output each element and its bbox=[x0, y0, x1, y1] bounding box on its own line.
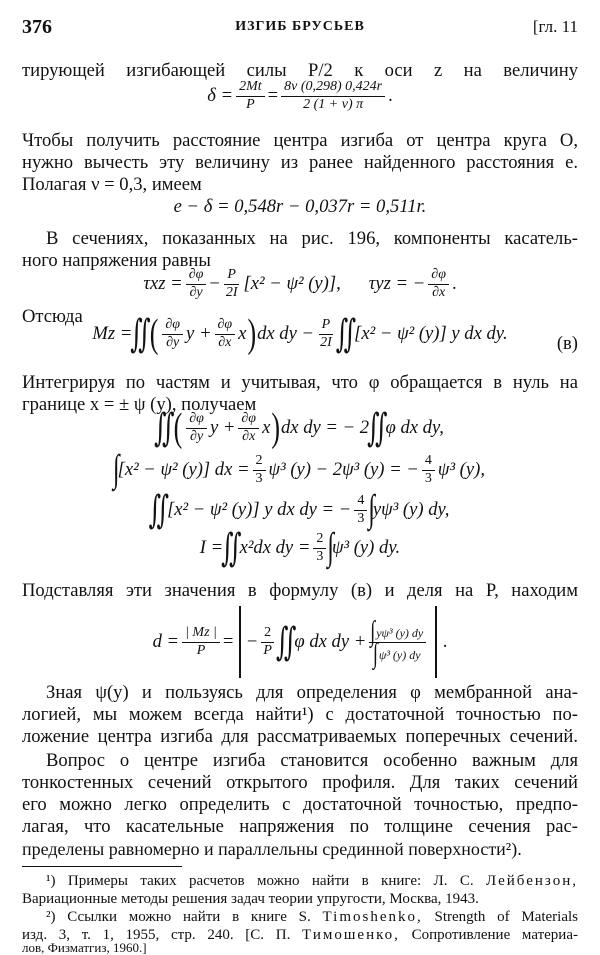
eq-term: δ = bbox=[207, 85, 234, 107]
equation-d: d = $\frac{| Mz |}{P}$ = − $\frac{2}{P}$ ∬ φ dx dy + $\frac{\text{∫ yψ³ (y) dy}}{\text{∫ ψ³ (y) dy}}$ . bbox=[0, 606, 600, 678]
fraction: $\frac{2}{P}$ bbox=[260, 626, 275, 658]
paragraph-line: нужно вычесть эту величину из ранее найденного расстояния e. bbox=[22, 152, 578, 173]
fraction: $\frac{8\nu (0,298) 0,424r}{2 (1 + \nu) \pi}$ bbox=[281, 80, 385, 112]
paragraph-line: В сечениях, показанных на рис. 196, компоненты касатель- bbox=[46, 228, 578, 249]
fraction: $\frac{| Mz |}{P}$ bbox=[182, 626, 220, 658]
eq-term: = bbox=[267, 85, 279, 107]
paragraph-line: Зная ψ(y) и пользуясь для определения φ мембранной ана- bbox=[46, 682, 578, 703]
equation-delta bbox=[0, 80, 600, 112]
paragraph-line: Полагая ν = 0,3, имеем bbox=[22, 174, 202, 195]
paragraph-line: пределены равномерно и параллельны срединной поверхности²). bbox=[22, 839, 522, 859]
footnote-2-line: лов, Физматгиз, 1960.] bbox=[22, 940, 147, 955]
fraction: $\frac{\partial\varphi}{\partial x}$ bbox=[238, 412, 259, 444]
paragraph-line: логией, мы можем всегда найти¹) с достаточной точностью по- bbox=[22, 704, 578, 725]
footnote-2-line: изд. 3, т. 1, 1955, стр. 240. [С. П. Тимошенко, Сопротивление материа- bbox=[22, 927, 578, 943]
fraction: $\frac{P}{2I}$ bbox=[320, 317, 332, 350]
paragraph-line: Интегрируя по частям и учитывая, что φ обращается в нуль на bbox=[22, 372, 578, 393]
paragraph-line: ложение центра изгиба для рассматриваемых поперечных сечений. bbox=[22, 726, 578, 747]
paragraph-line: тонкостенных сечений открытого профиля. Для таких сечений bbox=[22, 772, 578, 793]
page-header bbox=[22, 16, 578, 40]
fraction: $\frac{\partial\varphi}{\partial x}$ bbox=[215, 318, 236, 350]
eq-term: . bbox=[388, 85, 393, 107]
abs-bar-right bbox=[435, 606, 437, 678]
footnote-1-line: ¹) Примеры таких расчетов можно найти в книге: Л. С. Лейбензон, bbox=[46, 873, 578, 889]
fraction: $\frac{\partial\varphi}{\partial x}$ bbox=[428, 268, 449, 300]
footnote-1-line: Вариационные методы решения задач теории упругости, Москва, 1943. bbox=[22, 891, 479, 907]
equation-integral-2: ∫ [x² − ψ² (y)] dx = $\frac{2}{3}$ ψ³ (y) − 2ψ³ (y) = − $\frac{4}{3}$ ψ³ (y), bbox=[113, 448, 485, 491]
equation-label: (в) bbox=[556, 333, 578, 354]
equation-I: I = ∬ x²dx dy = $\frac{2}{3}$ ∫ ψ³ (y) dy. bbox=[199, 526, 401, 570]
fraction: $\frac{\partial\varphi}{\partial y}$ bbox=[162, 318, 183, 350]
paragraph-line: тирующей изгибающей силы P/2 к оси z на величину bbox=[22, 60, 578, 81]
fraction: $\frac{\partial\varphi}{\partial y}$ bbox=[186, 268, 207, 300]
footnote-rule bbox=[22, 866, 182, 867]
paragraph-line: границе x = ± ψ (y), получаем bbox=[22, 394, 257, 415]
footnote-2-line: ²) Ссылки можно найти в книге S. Timoshenko, Strength of Materials bbox=[46, 909, 578, 925]
paragraph-line: Подставляя эти значения в формулу (в) и деля на P, находим bbox=[22, 580, 578, 601]
page-number: 376 bbox=[22, 16, 52, 38]
paragraph-line: его можно легко определить с достаточной точностью, предпо- bbox=[22, 794, 578, 815]
paragraph-line: лагая, что касательные напряжения по толщине сечения рас- bbox=[22, 816, 578, 837]
chapter-ref: [гл. 11 bbox=[532, 17, 578, 36]
paragraph-line: ного напряжения равны bbox=[22, 250, 211, 271]
equation-integral-1: ∬ ( $\frac{\partial\varphi}{\partial y}$ y + $\frac{\partial\varphi}{\partial x}$ x ) dx dy = − 2 ∬ φ dx dy, bbox=[154, 404, 444, 450]
paragraph-line: Вопрос о центре изгиба становится особенно важным для bbox=[46, 750, 578, 771]
equation-e-minus-delta: e − δ = 0,548r − 0,037r = 0,511r. bbox=[173, 196, 427, 217]
fraction: $\frac{\partial\varphi}{\partial y}$ bbox=[186, 412, 207, 444]
fraction: $\frac{4}{3}$ bbox=[354, 494, 367, 526]
running-title: ИЗГИБ БРУСЬЕВ bbox=[235, 19, 365, 34]
abs-bar-left bbox=[239, 606, 241, 678]
paragraph-line: Чтобы получить расстояние центра изгиба от центра круга O, bbox=[22, 130, 578, 151]
fraction: $\frac{2}{3}$ bbox=[253, 454, 266, 486]
fraction: $\frac{2}{3}$ bbox=[313, 532, 326, 564]
fraction: $\frac{2Mt}{P}$ bbox=[236, 80, 265, 112]
equation-integral-3: ∬ [x² − ψ² (y)] y dx dy = − $\frac{4}{3}$ ∫ yψ³ (y) dy, bbox=[148, 488, 450, 532]
equation-Mz: Mz = ∬ ( $\frac{\partial\varphi}{\partial y}$ y + $\frac{\partial\varphi}{\partial x}$ x ) dx dy − $\frac{P}{2I}$ ∬ [x² − ψ² (y)] y dx dy. bbox=[92, 310, 508, 356]
fraction: $\frac{P}{2I}$ bbox=[225, 267, 238, 300]
paragraph-line: Отсюда bbox=[22, 306, 83, 327]
fraction: $\frac{4}{3}$ bbox=[422, 454, 435, 486]
equation-tau: τxz = $\frac{\partial\varphi}{\partial y}$ − $\frac{P}{2I}$ [x² − ψ² (y)], τyz = − $\frac{\partial\varphi}{\partial x}$ . bbox=[143, 267, 457, 300]
fraction: $\frac{\text{∫ yψ³ (y) dy}}{\text{∫ ψ³ (y) dy}}$ bbox=[369, 622, 426, 663]
